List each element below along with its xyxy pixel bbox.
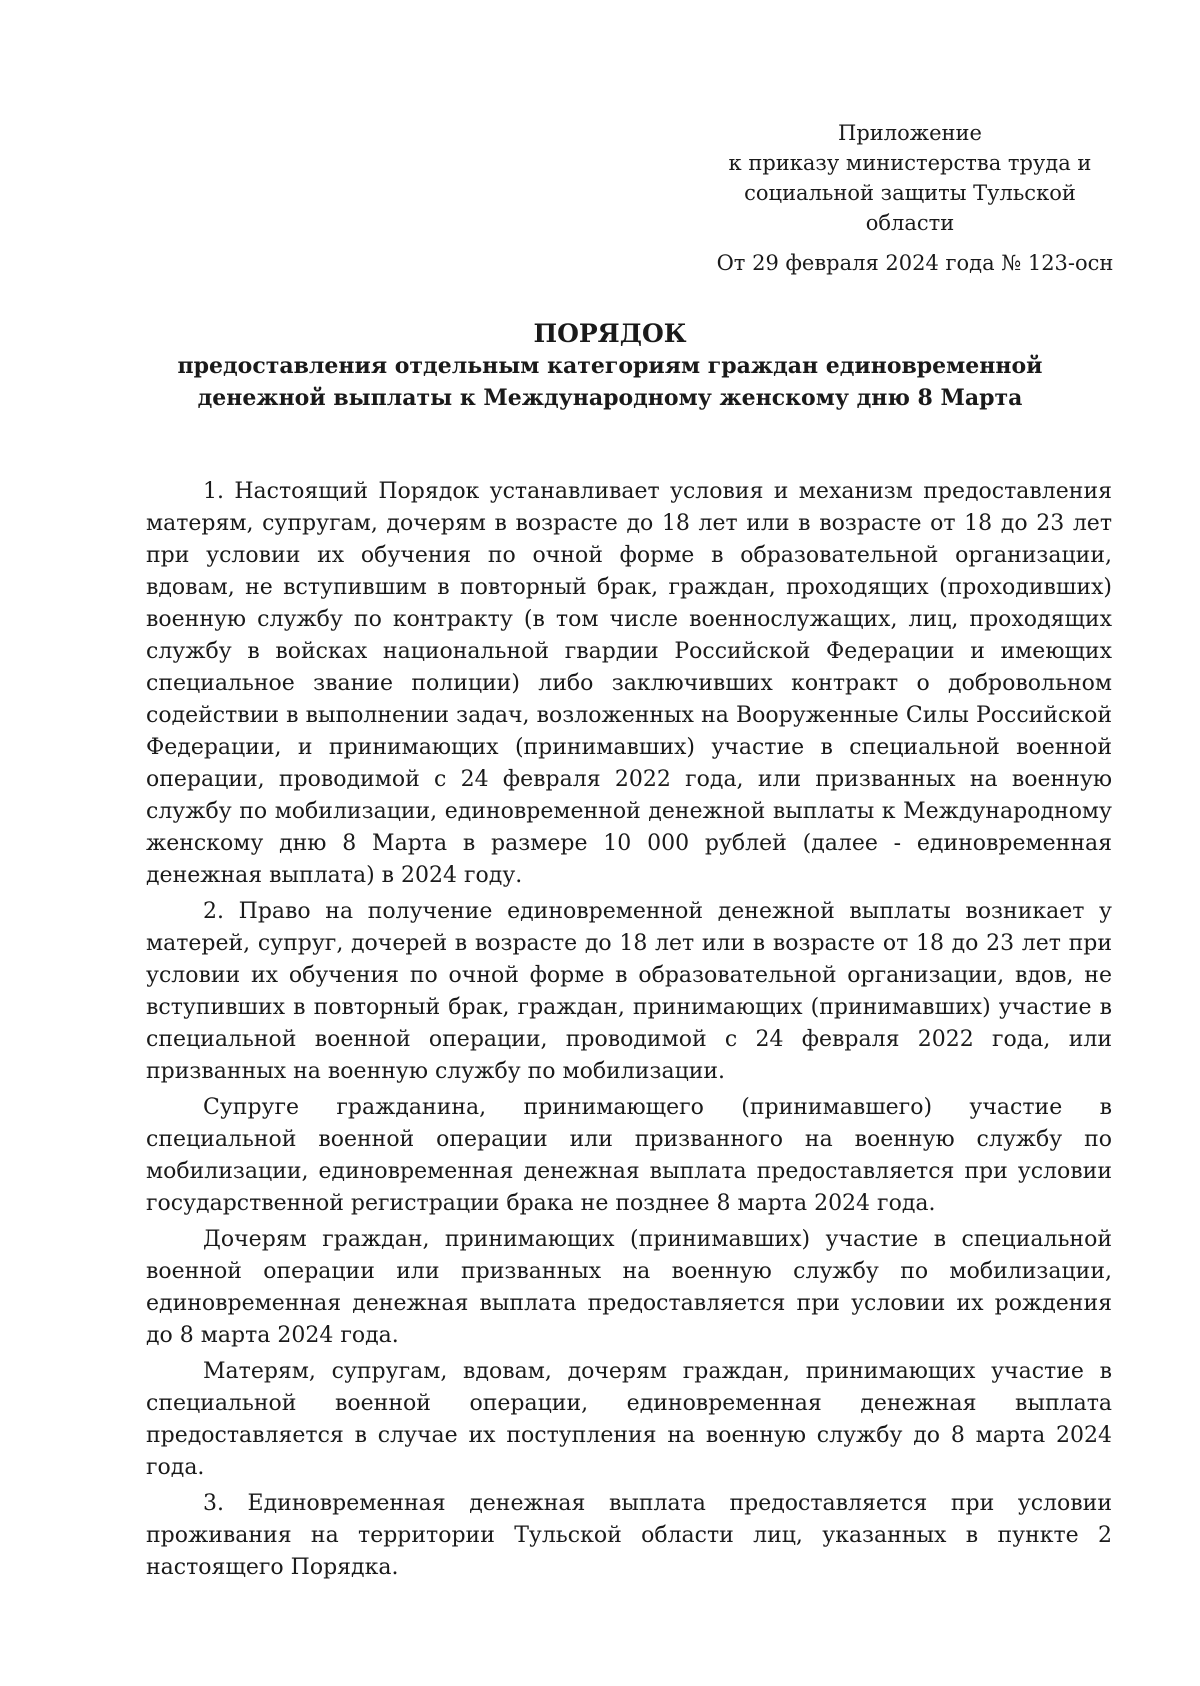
- paragraph-2-spouse: Супруге гражданина, принимающего (принимавшего) участие в специальной военной операции или призванного на военную службу по мобилизации, единовременная денежная выплата предоставляется при условии государственной регистрации брака не позднее 8 марта 2024 года.: [146, 1095, 1112, 1216]
- annex-order-ref: к приказу министерства труда и: [728, 151, 1092, 175]
- document-subtitle-line-2: денежной выплаты к Международному женскому дню 8 Марта: [197, 385, 1023, 411]
- annex-date-number: От 29 февраля 2024 года № 123-осн: [716, 251, 1114, 275]
- annex-ministry: социальной защиты Тульской области: [744, 181, 1076, 235]
- paragraph-1: 1. Настоящий Порядок устанавливает условия и механизм предоставления матерям, супругам, дочерям в возрасте до 18 лет или в возрасте от 18 до 23 лет при условии их обучения по очной форме в образовательной организации, вдовам, не вступившим в повторный брак, граждан, проходящих (проходивших) военную службу по контракту (в том числе военнослужащих, лиц, проходящих службу в войсках национальной гвардии Российской Федерации и имеющих специальное звание полиции) либо заключивших контракт о добровольном содействии в выполнении задач, возложенных на Вооруженные Силы Российской Федерации, и принимающих (принимавших) участие в специальной военной операции, проводимой с 24 февраля 2022 года, или призванных на военную службу по мобилизации, единовременной денежной выплаты к Международному женскому дню 8 Марта в размере 10 000 рублей (далее - единовременная денежная выплата) в 2024 году.: [146, 479, 1112, 888]
- annex-title: Приложение: [838, 121, 982, 145]
- document-subtitle-line-1: предоставления отдельным категориям граждан единовременной: [177, 353, 1043, 379]
- paragraph-3: 3. Единовременная денежная выплата предоставляется при условии проживания на территории Тульской области лиц, указанных в пункте 2 настоящего Порядка.: [146, 1491, 1112, 1580]
- document-title: ПОРЯДОК: [533, 319, 687, 348]
- paragraph-2-family: Матерям, супругам, вдовам, дочерям граждан, принимающих участие в специальной военной операции, единовременная денежная выплата предоставляется в случае их поступления на военную службу до 8 марта 2024 года.: [146, 1359, 1112, 1480]
- document-body: [146, 476, 1112, 1588]
- paragraph-2: 2. Право на получение единовременной денежной выплаты возникает у матерей, супруг, дочерей в возрасте до 18 лет или в возрасте от 18 до 23 лет при условии их обучения по очной форме в образовательной организации, вдов, не вступивших в повторный брак, граждан, принимающих (принимавших) участие в специальной военной операции, проводимой с 24 февраля 2022 года, или призванных на военную службу по мобилизации.: [146, 899, 1112, 1084]
- annex-header: [700, 118, 1120, 278]
- paragraph-2-daughters: Дочерям граждан, принимающих (принимавших) участие в специальной военной операции или призванных на военную службу по мобилизации, единовременная денежная выплата предоставляется при условии их рождения до 8 марта 2024 года.: [146, 1227, 1112, 1348]
- document-title-block: [150, 318, 1070, 414]
